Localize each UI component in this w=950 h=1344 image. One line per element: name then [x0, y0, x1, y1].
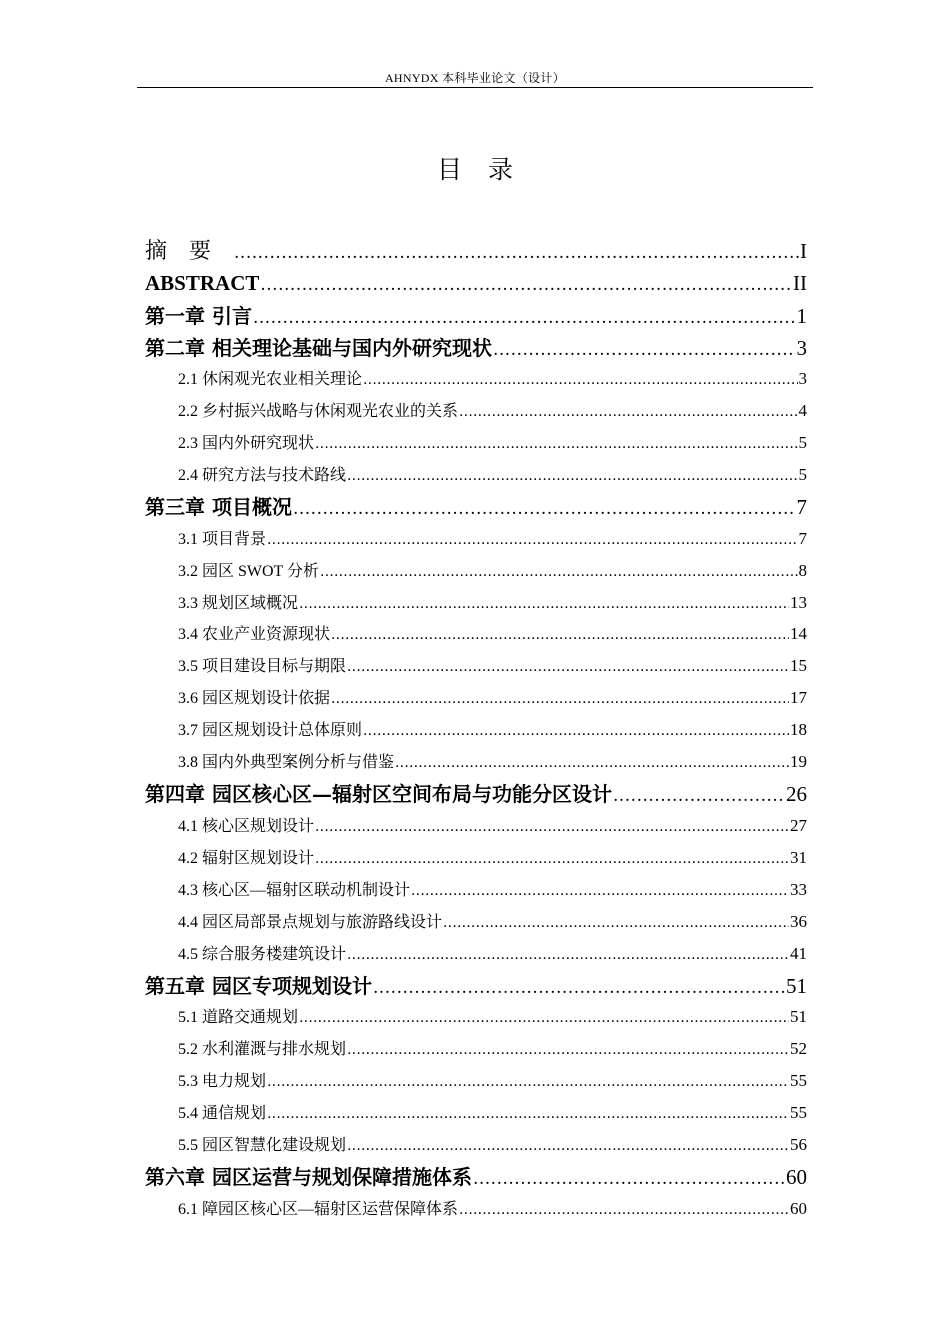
toc-leader-dots: [315, 816, 789, 838]
toc-entry-page: 60: [790, 1199, 807, 1218]
toc-entry-label: 5.2 水利灌溉与排水规划: [178, 1041, 347, 1058]
toc-entry-label: 3.1 项目背景: [178, 531, 267, 548]
toc-entry-page: 27: [790, 816, 807, 835]
toc-entry-page: 36: [790, 912, 807, 931]
toc-entry-label: 5.5 园区智慧化建设规划: [178, 1137, 347, 1154]
toc-entry-section[interactable]: [178, 432, 807, 455]
toc-entry-label: 6.1 障园区核心区—辐射区运营保障体系: [178, 1201, 459, 1218]
toc-entry-page: 5: [798, 465, 807, 484]
toc-leader-dots: [373, 975, 785, 1001]
toc-entry-section[interactable]: [178, 1198, 807, 1221]
toc-leader-dots: [315, 433, 797, 455]
toc-entry-section[interactable]: [178, 400, 807, 423]
toc-entry-section[interactable]: [178, 592, 807, 615]
toc-leader-dots: [459, 401, 797, 423]
toc-entry-label: 5.1 道路交通规划: [178, 1009, 299, 1026]
toc-entry-page: 7: [796, 495, 807, 519]
toc-leader-dots: [459, 1199, 789, 1221]
toc-leader-dots: [493, 337, 796, 363]
toc-entry-page: 55: [790, 1071, 807, 1090]
toc-entry-label: 3.7 园区规划设计总体原则: [178, 722, 363, 739]
toc-entry-page: 52: [790, 1039, 807, 1058]
toc-entry-page: 8: [798, 561, 807, 580]
toc-entry-label: 3.3 规划区域概况: [178, 595, 299, 612]
toc-leader-dots: [347, 465, 797, 487]
toc-entry-page: 51: [790, 1007, 807, 1026]
toc-entry-label: 2.1 休闲观光农业相关理论: [178, 371, 363, 388]
toc-leader-dots: [315, 848, 789, 870]
toc-entry-label: 4.3 核心区—辐射区联动机制设计: [178, 882, 411, 899]
toc-entry-label: 第二章 相关理论基础与国内外研究现状: [145, 336, 492, 360]
toc-entry-section[interactable]: [178, 751, 807, 774]
toc-leader-dots: [331, 624, 789, 646]
toc-entry-chapter-6[interactable]: [145, 1164, 807, 1192]
toc-entry-page: 3: [796, 336, 807, 360]
page-header: AHNYDX 本科毕业论文（设计）: [384, 71, 566, 85]
toc-entry-page: 5: [798, 433, 807, 452]
toc-leader-dots: [299, 1007, 789, 1029]
toc-entry-section[interactable]: [178, 911, 807, 934]
toc-entry-label: 3.8 国内外典型案例分析与借鉴: [178, 754, 395, 771]
toc-leader-dots: [363, 369, 797, 391]
toc-entry-label: 第四章 园区核心区—辐射区空间布局与功能分区设计: [145, 782, 612, 806]
toc-leader-dots: [293, 496, 796, 522]
toc-entry-section[interactable]: [178, 623, 807, 646]
toc-entry-label: 5.3 电力规划: [178, 1073, 267, 1090]
toc-entry-chapter-2[interactable]: [145, 335, 807, 363]
toc-entry-section[interactable]: [178, 528, 807, 551]
toc-entry-label: 4.1 核心区规划设计: [178, 818, 315, 835]
toc-entry-page: 26: [786, 782, 807, 806]
toc-entry-section[interactable]: [178, 847, 807, 870]
toc-entry-page: 56: [790, 1135, 807, 1154]
toc-entry-label: 摘要: [145, 239, 234, 264]
toc-entry-label: 5.4 通信规划: [178, 1105, 267, 1122]
toc-entry-label: 2.2 乡村振兴战略与休闲观光农业的关系: [178, 403, 459, 420]
toc-entry-label: 3.6 园区规划设计依据: [178, 690, 331, 707]
toc-title-char-1: 目: [436, 155, 462, 184]
toc-entry-page: 55: [790, 1103, 807, 1122]
toc-entry-section[interactable]: [178, 1134, 807, 1157]
toc-entry-section[interactable]: [178, 943, 807, 966]
toc-leader-dots: [473, 1166, 785, 1192]
toc-leader-dots: [320, 561, 797, 583]
toc-entry-page: I: [800, 239, 807, 263]
toc-entry-page: 51: [786, 974, 807, 998]
toc-leader-dots: [347, 1039, 789, 1061]
toc-leader-dots: [267, 1103, 789, 1125]
toc-entry-label: 第一章 引言: [145, 304, 252, 328]
toc-leader-dots: [395, 752, 789, 774]
toc-leader-dots: [253, 305, 796, 331]
toc-entry-label: 第五章 园区专项规划设计: [145, 974, 372, 998]
toc-entry-page: 14: [790, 624, 807, 643]
toc-entry-label: 2.4 研究方法与技术路线: [178, 467, 347, 484]
toc-entry-page: 1: [796, 304, 807, 328]
toc-title-char-2: 录: [488, 155, 514, 184]
toc-entry-page: 18: [790, 720, 807, 739]
toc-entry-label: 4.5 综合服务楼建筑设计: [178, 946, 347, 963]
toc-entry-page: 60: [786, 1165, 807, 1189]
toc-entry-page: 3: [798, 369, 807, 388]
toc-leader-dots: [347, 1135, 789, 1157]
toc-leader-dots: [267, 529, 797, 551]
toc-entry-label: 第三章 项目概况: [145, 495, 292, 519]
toc-entry-section[interactable]: [178, 1102, 807, 1125]
toc-entry-page: II: [793, 271, 807, 295]
toc-entry-label: 4.4 园区局部景点规划与旅游路线设计: [178, 914, 443, 931]
toc-entry-abstract-cn[interactable]: [145, 238, 807, 266]
toc-entry-label: 3.2 园区 SWOT 分析: [178, 563, 320, 580]
toc-entry-chapter-5[interactable]: [145, 973, 807, 1001]
toc-leader-dots: [331, 688, 789, 710]
toc-entry-section[interactable]: [178, 719, 807, 742]
toc-leader-dots: [347, 656, 789, 678]
toc-entry-label: ABSTRACT: [145, 271, 260, 295]
toc-entry-label: 4.2 辐射区规划设计: [178, 850, 315, 867]
toc-entry-label: 第六章 园区运营与规划保障措施体系: [145, 1165, 472, 1189]
toc-entry-label: 3.5 项目建设目标与期限: [178, 658, 347, 675]
toc-entry-section[interactable]: [178, 687, 807, 710]
toc-entry-page: 15: [790, 656, 807, 675]
toc-entry-section[interactable]: [178, 464, 807, 487]
toc-entry-section[interactable]: [178, 368, 807, 391]
toc-leader-dots: [299, 593, 789, 615]
toc-leader-dots: [613, 783, 785, 809]
toc-entry-page: 4: [798, 401, 807, 420]
toc-entry-section[interactable]: [178, 1070, 807, 1093]
toc-leader-dots: [411, 880, 789, 902]
toc-entry-page: 7: [798, 529, 807, 548]
toc-entry-chapter-4[interactable]: [145, 781, 807, 809]
toc-leader-dots: [260, 272, 792, 298]
toc-entry-page: 19: [790, 752, 807, 771]
toc-entry-label: 2.3 国内外研究现状: [178, 435, 315, 452]
toc-entry-section[interactable]: [178, 815, 807, 838]
toc-leader-dots: [347, 944, 789, 966]
toc-entry-page: 33: [790, 880, 807, 899]
toc-entry-chapter-3[interactable]: [145, 494, 807, 522]
toc-entry-page: 41: [790, 944, 807, 963]
toc-entry-section[interactable]: [178, 655, 807, 678]
toc-entry-label: 3.4 农业产业资源现状: [178, 626, 331, 643]
toc-entry-page: 17: [790, 688, 807, 707]
toc-leader-dots: [363, 720, 789, 742]
toc-leader-dots: [234, 240, 799, 266]
toc-entry-page: 13: [790, 593, 807, 612]
toc-entry-page: 31: [790, 848, 807, 867]
toc-entry-section[interactable]: [178, 879, 807, 902]
toc-entry-section[interactable]: [178, 560, 807, 583]
toc-entry-chapter-1[interactable]: [145, 303, 807, 331]
toc-leader-dots: [267, 1071, 789, 1093]
toc-entry-abstract-en[interactable]: [145, 270, 807, 298]
toc-entry-section[interactable]: [178, 1006, 807, 1029]
toc-leader-dots: [443, 912, 789, 934]
toc-entry-section[interactable]: [178, 1038, 807, 1061]
